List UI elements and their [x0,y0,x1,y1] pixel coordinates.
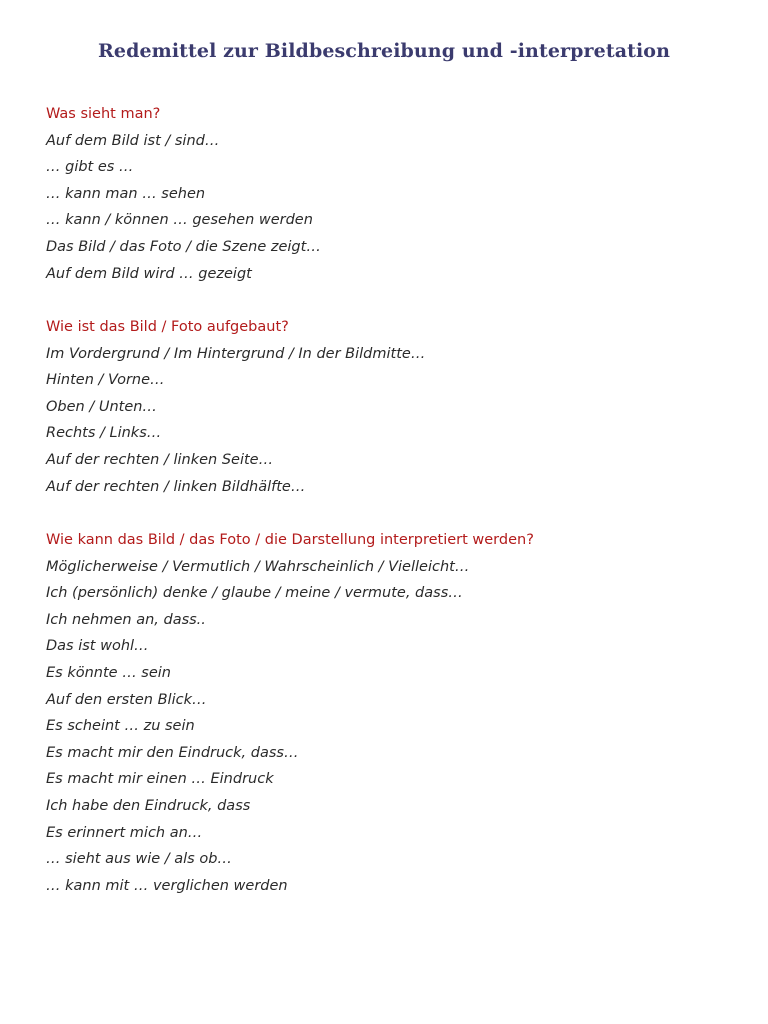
phrase-line: Möglicherweise / Vermutlich / Wahrscheinlich / Vielleicht… [46,558,470,575]
phrase-line: Es macht mir den Eindruck, dass… [46,744,299,761]
section-bildaufbau [46,314,746,500]
phrase-line: Es macht mir einen … Eindruck [46,771,274,788]
phrase-line: Es könnte … sein [46,664,171,681]
phrase-line: Ich nehmen an, dass.. [46,611,206,628]
phrase-line: … kann / können … gesehen werden [46,212,313,229]
section-was-sieht-man [46,101,746,287]
phrase-line: Ich (persönlich) denke / glaube / meine / vermute, dass… [46,585,463,602]
phrase-line: Auf der rechten / linken Bildhälfte… [46,478,306,495]
page-title: Redemittel zur Bildbeschreibung und -interpretation [97,40,670,62]
phrase-line: Oben / Unten… [46,398,157,415]
phrase-line: … kann mit … verglichen werden [46,877,288,894]
phrase-line: Hinten / Vorne… [46,372,165,389]
phrase-line: Es erinnert mich an… [46,824,203,841]
section-heading: Wie ist das Bild / Foto aufgebaut? [46,319,289,335]
phrase-line: … sieht aus wie / als ob… [46,851,232,868]
phrase-line: Das ist wohl… [46,638,149,655]
phrase-line: Das Bild / das Foto / die Szene zeigt… [46,238,321,255]
phrase-line: … gibt es … [46,159,134,176]
phrase-line: Auf den ersten Blick… [46,691,207,708]
phrase-line: Im Vordergrund / Im Hintergrund / In der Bildmitte… [46,345,426,362]
section-heading: Wie kann das Bild / das Foto / die Darstellung interpretiert werden? [46,532,534,548]
phrase-line: Rechts / Links… [46,425,162,442]
phrase-line: Auf der rechten / linken Seite… [46,451,274,468]
section-interpretation [46,527,746,899]
section-heading: Was sieht man? [46,106,161,122]
phrase-line: Auf dem Bild wird … gezeigt [46,265,252,282]
phrase-line: Auf dem Bild ist / sind… [46,132,220,149]
phrase-line: Ich habe den Eindruck, dass [46,797,251,814]
phrase-line: Es scheint … zu sein [46,718,195,735]
phrase-line: … kann man … sehen [46,185,206,202]
